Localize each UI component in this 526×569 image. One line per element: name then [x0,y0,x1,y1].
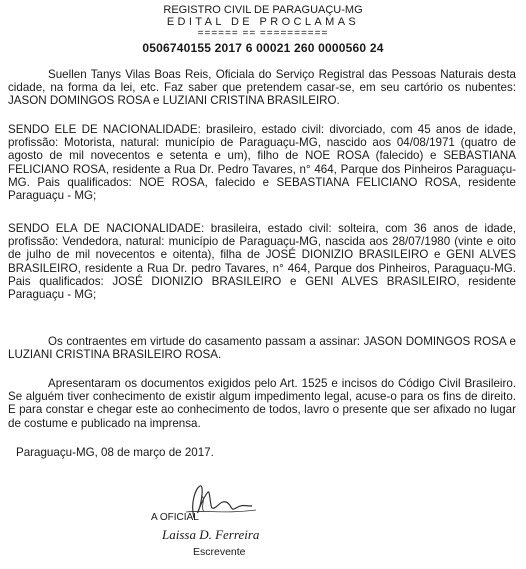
groom-paragraph: SENDO ELE DE NACIONALIDADE: brasileiro, estado civil: divorciado, com 45 anos de idade, profissão: Motorista, natural: município de Paraguaçu-MG, nascido aos 04/08/1971 (quatro de agosto de mil novecentos e setenta e um), filho de NOE ROSA (falecido) e SEBASTIANA FELICIANO ROSA, residente a Rua Dr. Pedro Tavares, n° 464, Parque dos Pinheiros Paraguaçu-MG. Pais qualificados: NOE ROSA, falecido e SEBASTIANA FELICIANO ROSA, residente Paraguaçu - MG; [8,123,516,203]
names-paragraph: Os contraentes em virtude do casamento passam a assinar: JASON DOMINGOS ROSA e LUZIANI CRISTINA BRASILEIRO ROSA. [8,335,516,362]
bride-paragraph: SENDO ELA DE NACIONALIDADE: brasileira, estado civil: solteira, com 36 anos de idade, profissão: Vendedora, natural: município de Paraguaçu-MG, nascida aos 28/07/1980 (vinte e oito de julho de mil novecentos e oitenta), filha de JOSÉ DIONIZIO BRASILEIRO e GENI ALVES BRASILEIRO, residente a Rua Dr. pedro Tavares, n° 464, Parque dos Pinheiros, Paraguaçu-MG. Pais qualificados: JOSÉ DIONIZIO BRASILEIRO e GENI ALVES BRASILEIRO, residente Paraguaçu - MG; [8,222,516,302]
closing-paragraph: Apresentaram os documentos exigidos pelo Art. 1525 e incisos do Código Civil Brasileiro. Se alguém tiver conhecimento de existir algum impedimento legal, acuse-o para os fins de direito. E para constar e chegar este ao conhecimento de todos, lavro o presente que ser afixado no lugar de costume e publicado na imprensa. [8,377,516,430]
edital-title: EDITAL DE PROCLAMAS [166,16,360,28]
date-line: Paraguaçu-MG, 08 de março de 2017. [16,446,214,459]
document-code: 0506740155 2017 6 00021 260 0000560 24 [142,41,384,55]
intro-paragraph: Suellen Tanys Vilas Boas Reis, Oficiala do Serviço Registral das Pessoas Naturais desta cidade, na forma da lei, etc. Faz saber que pretendem casar-se, em seu cartório os nubentes: JASON DOMINGOS ROSA e LUZIANI CRISTINA BRASILEIRO. [8,68,516,108]
title-underline: ====== == ========== [197,28,329,39]
official-label: A OFICIAL [151,512,199,523]
signer-role: Escrevente [193,546,246,558]
registry-title: REGISTRO CIVIL DE PARAGUAÇU-MG [163,4,363,16]
signer-name: Laissa D. Ferreira [162,527,260,542]
